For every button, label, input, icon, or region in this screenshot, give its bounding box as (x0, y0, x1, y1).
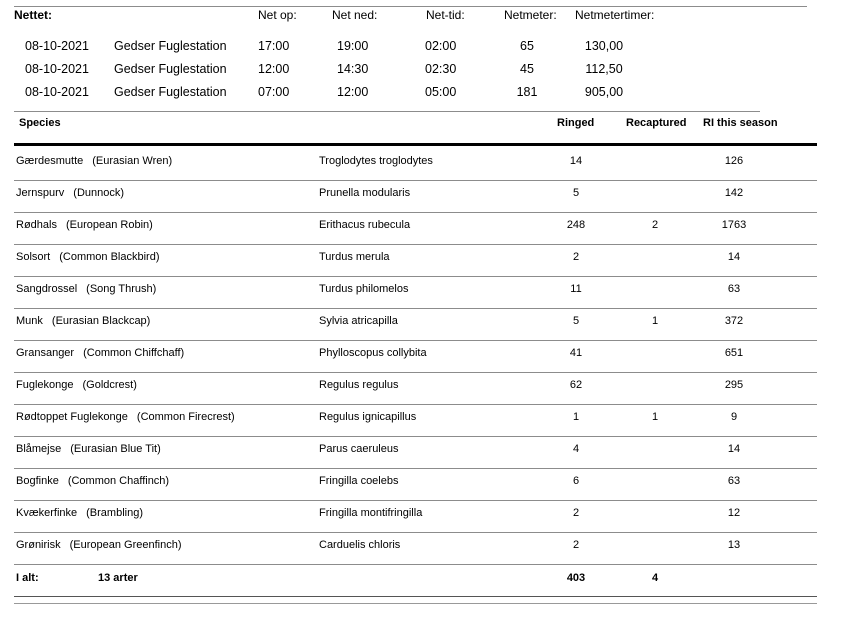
species-ri-season: 651 (724, 347, 744, 359)
bottom-rule-1 (14, 596, 817, 597)
species-ringed: 1 (572, 411, 580, 423)
species-latin-name: Regulus regulus (319, 379, 399, 391)
species-danish-name: Kvækerfinke (16, 507, 78, 519)
species-ri-season: 372 (724, 315, 744, 327)
col-header-ringed: Ringed (557, 117, 595, 129)
species-name (16, 539, 182, 551)
row-divider (14, 468, 817, 469)
species-english-name: (European Greenfinch) (69, 539, 182, 551)
net-station: Gedser Fuglestation (114, 62, 227, 76)
row-divider (14, 308, 817, 309)
species-ri-season: 1763 (721, 219, 747, 231)
species-latin-name: Carduelis chloris (319, 539, 401, 551)
species-danish-name: Sangdrossel (16, 283, 78, 295)
net-date: 08-10-2021 (25, 85, 89, 99)
species-name (16, 251, 160, 263)
net-meters: 181 (516, 85, 538, 99)
row-divider (14, 340, 817, 341)
species-english-name: (Common Chiffchaff) (83, 347, 185, 359)
row-divider (14, 532, 817, 533)
net-up: 17:00 (258, 39, 290, 53)
species-ringed: 62 (569, 379, 583, 391)
col-header-ri-season: RI this season (703, 117, 778, 129)
net-meter-hours: 130,00 (584, 39, 624, 53)
total-ringed: 403 (566, 572, 586, 584)
species-ringed: 5 (572, 187, 580, 199)
nets-label: Nettet: (14, 8, 52, 22)
species-latin-name: Fringilla coelebs (319, 475, 399, 487)
species-ri-season: 12 (727, 507, 741, 519)
species-danish-name: Rødtoppet Fuglekonge (16, 411, 128, 423)
species-name (16, 315, 150, 327)
header-net-meters: Netmeter: (504, 8, 557, 22)
species-name (16, 475, 169, 487)
net-date: 08-10-2021 (25, 62, 89, 76)
species-latin-name: Turdus merula (319, 251, 390, 263)
species-ringed: 4 (572, 443, 580, 455)
species-danish-name: Munk (16, 315, 43, 327)
species-danish-name: Bogfinke (16, 475, 59, 487)
net-time: 02:00 (425, 39, 457, 53)
species-recaptured: 2 (651, 219, 659, 231)
net-meter-hours: 112,50 (585, 62, 623, 76)
species-danish-name: Blåmejse (16, 443, 62, 455)
species-latin-name: Regulus ignicapillus (319, 411, 417, 423)
species-danish-name: Grønirisk (16, 539, 61, 551)
net-meter-hours: 905,00 (584, 85, 624, 99)
header-thick-rule (14, 143, 817, 146)
net-down: 12:00 (337, 85, 369, 99)
header-net-down: Net ned: (332, 8, 378, 22)
species-ri-season: 9 (730, 411, 738, 423)
net-time: 02:30 (425, 62, 457, 76)
species-ri-season: 295 (724, 379, 744, 391)
species-latin-name: Phylloscopus collybita (319, 347, 427, 359)
species-ri-season: 63 (727, 475, 741, 487)
species-recaptured: 1 (651, 315, 659, 327)
species-english-name: (Song Thrush) (86, 283, 157, 295)
species-ringed: 2 (572, 539, 580, 551)
species-latin-name: Prunella modularis (319, 187, 411, 199)
species-name (16, 187, 124, 199)
species-english-name: (Common Chaffinch) (67, 475, 170, 487)
species-latin-name: Erithacus rubecula (319, 219, 411, 231)
species-name (16, 411, 235, 423)
header-net-time: Net-tid: (426, 8, 465, 22)
total-recaptured: 4 (651, 572, 659, 584)
net-time: 05:00 (425, 85, 457, 99)
species-english-name: (Eurasian Blackcap) (51, 315, 151, 327)
row-divider (14, 372, 817, 373)
species-latin-name: Troglodytes troglodytes (319, 155, 433, 167)
net-up: 07:00 (258, 85, 290, 99)
species-danish-name: Fuglekonge (16, 379, 74, 391)
total-species-count: 13 arter (98, 572, 138, 584)
row-divider (14, 180, 817, 181)
species-ringed: 2 (572, 251, 580, 263)
row-divider (14, 276, 817, 277)
species-latin-name: Parus caeruleus (319, 443, 399, 455)
species-english-name: (Goldcrest) (82, 379, 137, 391)
col-header-recaptured: Recaptured (626, 117, 687, 129)
species-ri-season: 14 (727, 251, 741, 263)
species-ri-season: 63 (727, 283, 741, 295)
row-divider (14, 436, 817, 437)
species-name (16, 283, 156, 295)
species-ri-season: 14 (727, 443, 741, 455)
net-meters: 45 (520, 62, 534, 76)
species-ringed: 11 (570, 283, 582, 295)
species-ringed: 6 (572, 475, 580, 487)
species-ringed: 2 (572, 507, 580, 519)
species-latin-name: Turdus philomelos (319, 283, 409, 295)
species-name (16, 507, 143, 519)
species-ringed: 5 (572, 315, 580, 327)
net-station: Gedser Fuglestation (114, 85, 227, 99)
total-label: I alt: (16, 572, 39, 584)
row-divider (14, 212, 817, 213)
species-ri-season: 126 (724, 155, 744, 167)
species-english-name: (Dunnock) (73, 187, 125, 199)
species-english-name: (Eurasian Wren) (92, 155, 173, 167)
species-danish-name: Gransanger (16, 347, 75, 359)
net-down: 19:00 (337, 39, 369, 53)
species-name (16, 219, 153, 231)
top-rule (14, 6, 807, 7)
nets-bottom-rule (14, 111, 760, 112)
row-divider (14, 404, 817, 405)
species-ringed: 14 (569, 155, 583, 167)
species-name (16, 155, 172, 167)
species-recaptured: 1 (651, 411, 659, 423)
header-net-meter-hours: Netmetertimer: (575, 8, 655, 22)
species-name (16, 443, 161, 455)
species-ringed: 248 (566, 219, 586, 231)
bottom-rule-2 (14, 603, 817, 604)
species-english-name: (Common Blackbird) (59, 251, 160, 263)
row-divider (14, 564, 817, 565)
net-date: 08-10-2021 (25, 39, 89, 53)
species-name (16, 347, 184, 359)
net-station: Gedser Fuglestation (114, 39, 227, 53)
species-english-name: (European Robin) (65, 219, 153, 231)
col-header-species: Species (19, 117, 61, 129)
net-meters: 65 (520, 39, 534, 53)
species-danish-name: Gærdesmutte (16, 155, 84, 167)
species-name (16, 379, 137, 391)
species-danish-name: Jernspurv (16, 187, 65, 199)
species-ri-season: 142 (724, 187, 744, 199)
species-english-name: (Common Firecrest) (136, 411, 235, 423)
header-net-up: Net op: (258, 8, 297, 22)
row-divider (14, 244, 817, 245)
species-latin-name: Sylvia atricapilla (319, 315, 398, 327)
species-danish-name: Solsort (16, 251, 51, 263)
species-danish-name: Rødhals (16, 219, 57, 231)
species-latin-name: Fringilla montifringilla (319, 507, 423, 519)
species-ringed: 41 (569, 347, 583, 359)
species-ri-season: 13 (727, 539, 741, 551)
species-english-name: (Eurasian Blue Tit) (70, 443, 161, 455)
row-divider (14, 500, 817, 501)
net-up: 12:00 (258, 62, 290, 76)
net-down: 14:30 (337, 62, 369, 76)
species-english-name: (Brambling) (86, 507, 143, 519)
